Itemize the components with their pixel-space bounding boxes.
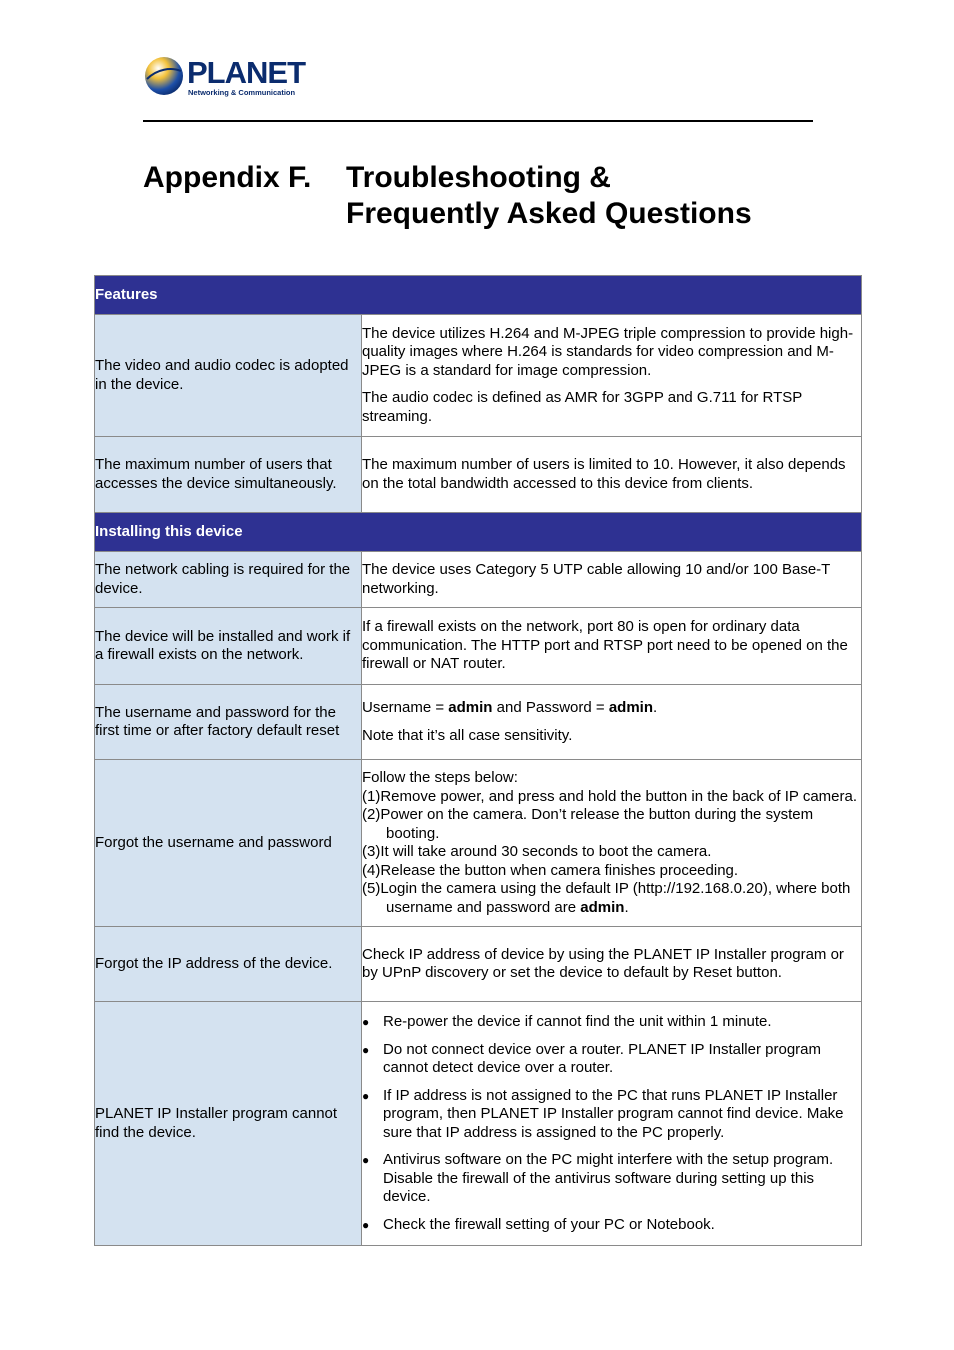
answer-text: If a firewall exists on the network, port 80 is open for ordinary data communication. The HTTP port and RTSP port need to be opened on the firewall or NAT router. xyxy=(362,618,848,673)
question-cell: PLANET IP Installer program cannot find the device. xyxy=(95,1002,362,1246)
credentials-prefix: Username = xyxy=(362,699,449,716)
answer-text: The device uses Category 5 UTP cable allowing 10 and/or 100 Base-T networking. xyxy=(362,561,831,597)
title-line-2: Frequently Asked Questions xyxy=(346,197,752,230)
question-cell: Forgot the username and password xyxy=(95,760,362,927)
answer-text: Note that it’s all case sensitivity. xyxy=(362,726,573,744)
title-label: Appendix F. xyxy=(143,161,312,194)
table-row xyxy=(95,760,862,927)
question-cell: The username and password for the first time or after factory default reset xyxy=(95,685,362,760)
bullet-list xyxy=(362,1013,861,1234)
question-cell: The device will be installed and work if a firewall exists on the network. xyxy=(95,608,362,685)
step-item: (2)Power on the camera. Don’t release the button during the system booting. xyxy=(362,806,814,842)
default-password: admin xyxy=(608,699,653,716)
step-item: (1)Remove power, and press and hold the button in the back of IP camera. xyxy=(362,787,858,805)
list-item: ● Check the firewall setting of your PC or Notebook. xyxy=(362,1216,861,1235)
section-header-installing xyxy=(95,513,862,552)
faq-table xyxy=(94,275,862,1246)
step-item: (4)Release the button when camera finishes proceeding. xyxy=(362,861,739,879)
answer-text: The device utilizes H.264 and M-JPEG triple compression to provide high-quality images where H.264 is standards for video compression and M-JPEG is a standard for image compression. xyxy=(362,324,854,379)
planet-logo xyxy=(143,55,313,100)
logo-brand-text: PLANET xyxy=(187,55,305,90)
planet-globe-icon xyxy=(143,55,185,97)
question-cell: Forgot the IP address of the device. xyxy=(95,927,362,1002)
answer-cell xyxy=(362,552,862,608)
table-row xyxy=(95,1002,862,1246)
steps-list xyxy=(362,788,861,918)
answer-cell xyxy=(362,437,862,513)
step-5-text: (5)Login the camera using the default IP (http://192.168.0.20), where both username and password are xyxy=(362,880,851,916)
step-5-bold: admin xyxy=(580,898,625,916)
question-cell: The maximum number of users that accesses the device simultaneously. xyxy=(95,437,362,513)
table-row xyxy=(95,315,862,437)
answer-cell xyxy=(362,760,862,927)
section-heading: Features xyxy=(95,276,862,315)
answer-text: The maximum number of users is limited to 10. However, it also depends on the total bandwidth accessed to this device from clients. xyxy=(362,456,846,492)
credentials-text xyxy=(362,699,861,718)
logo-tagline: Networking & Communication xyxy=(188,88,296,97)
answer-cell xyxy=(362,685,862,760)
table-row xyxy=(95,552,862,608)
list-item: ● Antivirus software on the PC might interfere with the setup program. Disable the firewall of the antivirus software during setting up this device. xyxy=(362,1151,861,1207)
question-cell: The network cabling is required for the device. xyxy=(95,552,362,608)
header-rule xyxy=(143,120,813,122)
step-item: (3)It will take around 30 seconds to boot the camera. xyxy=(362,843,712,860)
step-5-end: . xyxy=(624,898,629,916)
section-header-features xyxy=(95,276,862,315)
title-line-1: Troubleshooting & xyxy=(346,161,611,194)
answer-text: The audio codec is defined as AMR for 3GPP and G.711 for RTSP streaming. xyxy=(362,389,802,425)
answer-cell xyxy=(362,315,862,437)
answer-cell xyxy=(362,1002,862,1246)
credentials-end: . xyxy=(653,699,658,716)
section-heading: Installing this device xyxy=(95,513,862,552)
list-item: ● Do not connect device over a router. PLANET IP Installer program cannot detect device over a router. xyxy=(362,1041,861,1078)
answer-text: Check IP address of device by using the PLANET IP Installer program or by UPnP discovery or set the device to default by Reset button. xyxy=(362,945,844,981)
table-row xyxy=(95,927,862,1002)
table-row xyxy=(95,608,862,685)
question-cell: The video and audio codec is adopted in the device. xyxy=(95,315,362,437)
credentials-middle: and Password = xyxy=(492,699,609,716)
steps-intro: Follow the steps below: xyxy=(362,769,518,786)
step-item xyxy=(362,880,861,917)
answer-cell xyxy=(362,608,862,685)
table-row xyxy=(95,685,862,760)
default-username: admin xyxy=(448,699,493,716)
table-row xyxy=(95,437,862,513)
answer-cell xyxy=(362,927,862,1002)
list-item: ● Re-power the device if cannot find the unit within 1 minute. xyxy=(362,1013,861,1032)
list-item: ● If IP address is not assigned to the PC that runs PLANET IP Installer program, then PLANET IP Installer program cannot find device. Make sure that IP address is assigned to the PC properly. xyxy=(362,1087,861,1143)
